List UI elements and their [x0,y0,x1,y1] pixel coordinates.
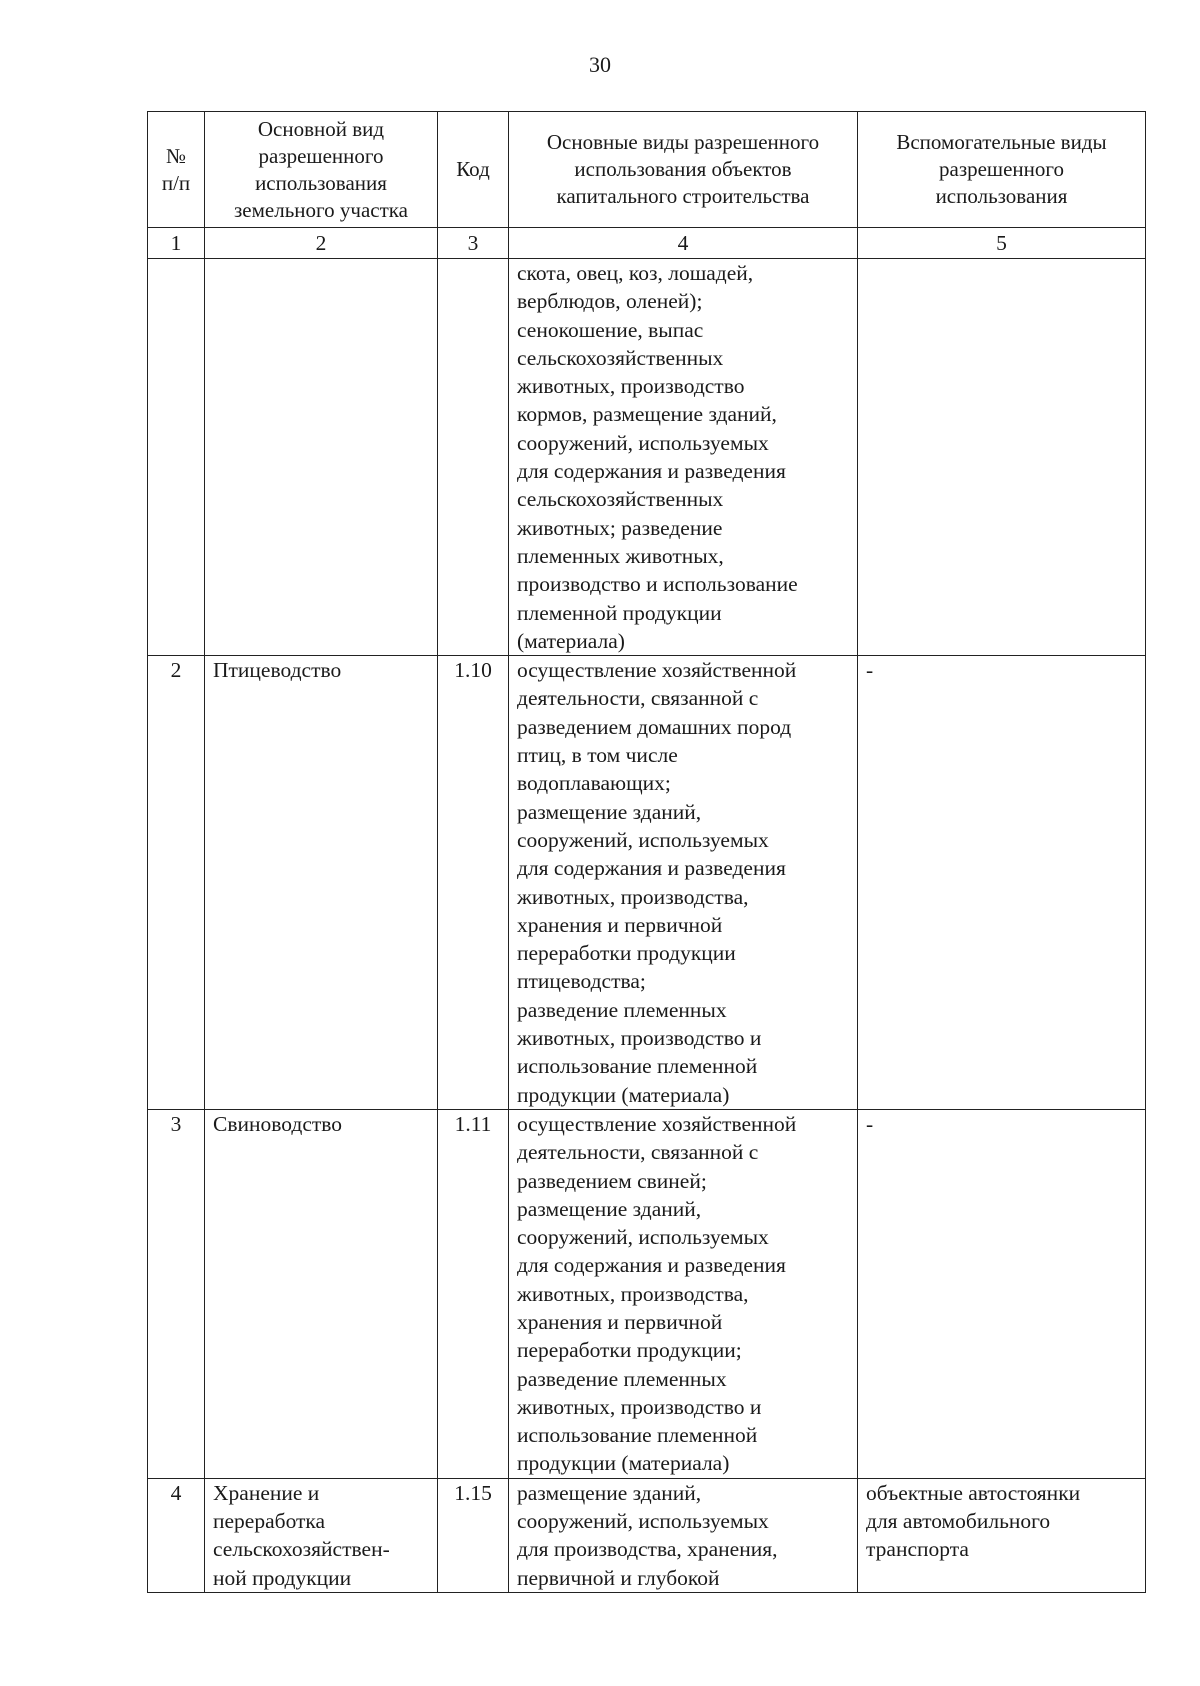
column-number: 3 [438,228,509,259]
row-number: 3 [148,1109,205,1478]
row-number: 4 [148,1478,205,1592]
header-auxiliary-use: Вспомогательные виды разрешенного использования [858,112,1146,228]
land-use-name: Птицеводство [205,656,438,1110]
land-use-name: Хранение и переработка сельскохозяйствен- ной продукции [205,1478,438,1592]
main-use-description: размещение зданий, сооружений, используемых для производства, хранения, первичной и глубокой [509,1478,858,1592]
auxiliary-use: - [858,1109,1146,1478]
column-number: 4 [509,228,858,259]
main-use-description: осуществление хозяйственной деятельности, связанной с разведением свиней; размещение зданий, сооружений, используемых для содержания и разведения животных, производства, хранения и первичной переработки продукции; разведение племенных животных, производство и использование племенной продукции (материала) [509,1109,858,1478]
header-number: № п/п [148,112,205,228]
column-number: 1 [148,228,205,259]
header-main-construction-use: Основные виды разрешенного использования объектов капитального строительства [509,112,858,228]
land-use-code [438,259,509,656]
land-use-table [147,111,1146,1593]
row-number [148,259,205,656]
auxiliary-use [858,259,1146,656]
page-number: 30 [589,52,611,77]
table-row [148,656,1146,1110]
table-row [148,259,1146,656]
land-use-code: 1.11 [438,1109,509,1478]
land-use-name: Свиноводство [205,1109,438,1478]
column-number: 2 [205,228,438,259]
row-number: 2 [148,656,205,1110]
main-use-description: осуществление хозяйственной деятельности, связанной с разведением домашних пород птиц, в том числе водоплавающих; размещение зданий, сооружений, используемых для содержания и разведения животных, производства, хранения и первичной переработки продукции птицеводства; разведение племенных животных, производство и использование племенной продукции (материала) [509,656,858,1110]
header-main-land-use: Основной вид разрешенного использования земельного участка [205,112,438,228]
auxiliary-use: объектные автостоянки для автомобильного транспорта [858,1478,1146,1592]
land-use-code: 1.15 [438,1478,509,1592]
table-row [148,1478,1146,1592]
land-use-name [205,259,438,656]
header-row [148,112,1146,228]
land-use-code: 1.10 [438,656,509,1110]
auxiliary-use: - [858,656,1146,1110]
column-number-row [148,228,1146,259]
table-row [148,1109,1146,1478]
main-use-description: скота, овец, коз, лошадей, верблюдов, оленей); сенокошение, выпас сельскохозяйственных животных, производство кормов, размещение зданий, сооружений, используемых для содержания и разведения сельскохозяйственных животных; разведение племенных животных, производство и использование племенной продукции (материала) [509,259,858,656]
header-code: Код [438,112,509,228]
column-number: 5 [858,228,1146,259]
